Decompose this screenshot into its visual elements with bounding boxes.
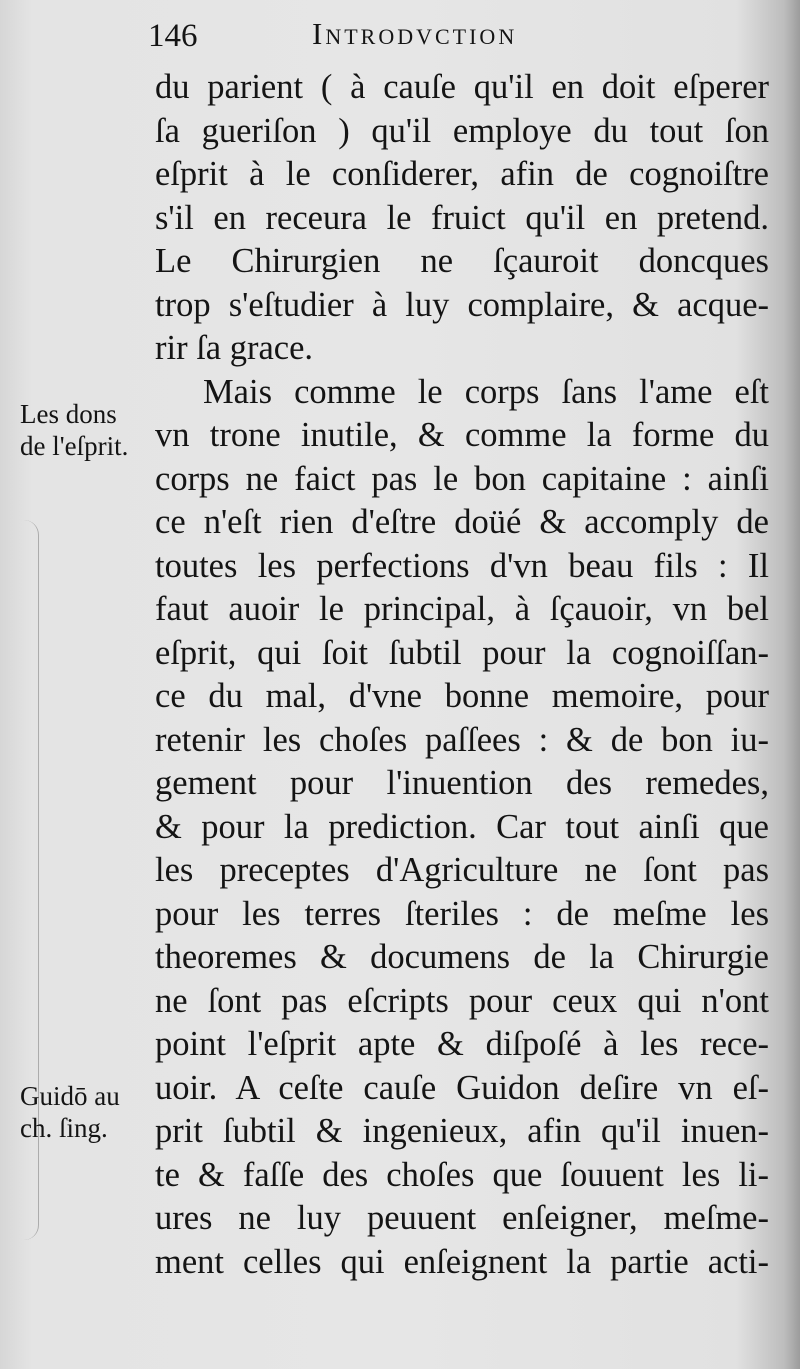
text-line: ce du mal, d'vne bonne memoire, pour (155, 677, 769, 715)
text-line: retenir les choſes paſſees : & de bon iu- (155, 720, 769, 759)
margin-note-line: de l'eſprit. (20, 431, 129, 461)
text-line: pour les terres ſteriles : de meſme les (155, 894, 769, 933)
text-line: ment celles qui enſeignent la partie acti- (155, 1242, 769, 1281)
text-line: eſprit à le conſiderer, afin de cognoiſtre (155, 155, 769, 193)
text-line: rir ſa grace. (155, 329, 314, 367)
text-line: Mais comme le corps ſans l'ame eſt (203, 372, 769, 411)
page-number: 146 (148, 18, 198, 54)
text-line: gement pour l'inuention des remedes, (155, 764, 769, 802)
text-line: & pour la prediction. Car tout ainſi que (155, 807, 769, 846)
text-line: point l'eſprit apte & diſpoſé à les rece- (155, 1025, 769, 1063)
text-line: ures ne luy peuuent enſeigner, meſme- (155, 1199, 769, 1237)
text-line: faut auoir le principal, à ſçauoir, vn bel (155, 590, 769, 628)
margin-note-line: Les dons (20, 399, 117, 429)
running-title: Introdvction (312, 16, 518, 51)
text-line: theoremes & documens de la Chirurgie (155, 938, 769, 976)
text-line: corps ne faict pas le bon capitaine : ainſi (155, 459, 769, 498)
text-line: uoir. A ceſte cauſe Guidon deſire vn eſ- (155, 1068, 769, 1107)
text-line: te & faſſe des choſes que ſouuent les li- (155, 1155, 769, 1194)
text-line: du parient ( à cauſe qu'il en doit eſperer (155, 68, 769, 106)
text-line: vn trone inutile, & comme la forme du (155, 416, 769, 454)
text-line: ſa gueriſon ) qu'il employe du tout ſon (155, 111, 769, 150)
body-text (155, 66, 769, 1284)
margin-note-line: Guidō au (20, 1081, 120, 1111)
text-line: Le Chirurgien ne ſçauroit doncques (155, 242, 769, 280)
margin-note-line: ch. ſing. (20, 1113, 108, 1143)
text-line: s'il en receura le fruict qu'il en pretend. (155, 198, 769, 237)
text-line: trop s'eſtudier à luy complaire, & acque- (155, 285, 769, 324)
text-line: eſprit, qui ſoit ſubtil pour la cognoiſſan- (155, 633, 769, 672)
text-line: prit ſubtil & ingenieux, afin qu'il inuen- (155, 1112, 769, 1150)
text-line: les preceptes d'Agriculture ne ſont pas (155, 851, 769, 889)
margin-note (20, 398, 160, 462)
margin-note (20, 1080, 160, 1144)
text-line: ce n'eſt rien d'eſtre doüé & accomply de (155, 503, 769, 541)
text-line: ne ſont pas eſcripts pour ceux qui n'ont (155, 981, 769, 1020)
text-line: toutes les perfections d'vn beau fils : Il (155, 546, 769, 585)
